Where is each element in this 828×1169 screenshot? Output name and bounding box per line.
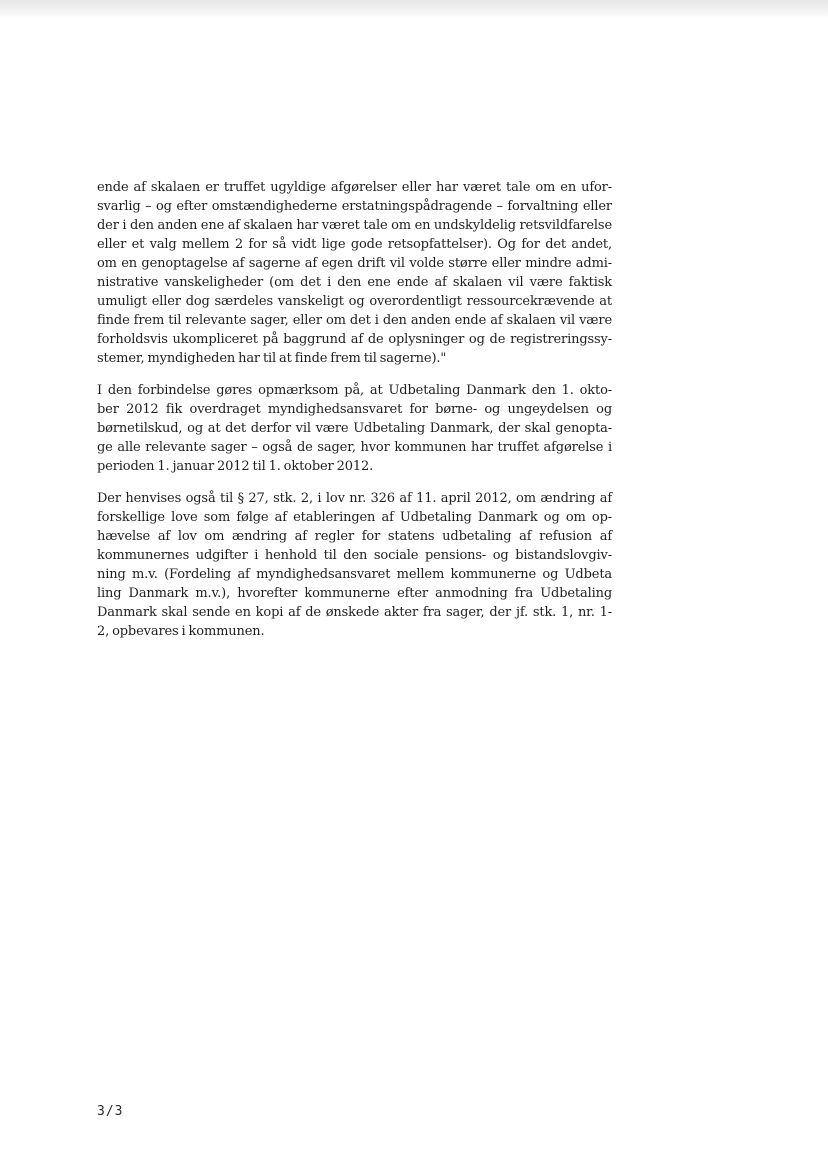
text-line: ling Danmark m.v.), hvorefter kommunerne efter anmodning fra Udbetaling <box>97 586 612 601</box>
paragraph-2 <box>97 381 612 476</box>
page-number: 3/3 <box>97 1104 124 1119</box>
text-line: umuligt eller dog særdeles vanskeligt og overordentligt ressourcekrævende at <box>97 294 612 309</box>
text-line: finde frem til relevante sager, eller om det i den anden ende af skalaen vil være <box>97 313 612 328</box>
text-line: forskellige love som følge af etableringen af Udbetaling Danmark og om op- <box>97 510 612 525</box>
text-line: nistrative vanskeligheder (om det i den ene ende af skalaen vil være faktisk <box>97 275 612 290</box>
paragraph-3 <box>97 489 612 641</box>
text-line: eller et valg mellem 2 for så vidt lige gode retsopfattelser). Og for det andet, <box>97 237 612 252</box>
text-line: Danmark skal sende en kopi af de ønskede akter fra sager, der jf. stk. 1, nr. 1- <box>97 605 612 620</box>
text-line: 2, opbevares i kommunen. <box>97 624 265 639</box>
text-line: stemer, myndigheden har til at finde frem til sagerne)." <box>97 351 447 366</box>
text-line: kommunernes udgifter i henhold til den sociale pensions- og bistandslovgiv- <box>97 548 612 563</box>
text-line: om en genoptagelse af sagerne af egen drift vil volde større eller mindre admi- <box>97 256 612 271</box>
text-line: Der henvises også til § 27, stk. 2, i lov nr. 326 af 11. april 2012, om ændring af <box>97 491 612 506</box>
text-line: I den forbindelse gøres opmærksom på, at Udbetaling Danmark den 1. okto- <box>97 383 612 398</box>
text-line: perioden 1. januar 2012 til 1. oktober 2012. <box>97 459 374 474</box>
text-line: børnetilskud, og at det derfor vil være Udbetaling Danmark, der skal genopta- <box>97 421 612 436</box>
text-line: forholdsvis ukompliceret på baggrund af de oplysninger og de registreringssy- <box>97 332 612 347</box>
scan-top-edge <box>0 0 828 18</box>
text-line: ber 2012 fik overdraget myndighedsansvaret for børne- og ungeydelsen og <box>97 402 612 417</box>
paragraph-1 <box>97 178 612 368</box>
text-line: ende af skalaen er truffet ugyldige afgørelser eller har været tale om en ufor- <box>97 180 612 195</box>
text-line: hævelse af lov om ændring af regler for statens udbetaling af refusion af <box>97 529 612 544</box>
text-line: svarlig – og efter omstændighederne erstatningspådragende – forvaltning eller <box>97 199 612 214</box>
text-line: ning m.v. (Fordeling af myndighedsansvaret mellem kommunerne og Udbeta <box>97 567 612 582</box>
text-line: ge alle relevante sager – også de sager, hvor kommunen har truffet afgørelse i <box>97 440 612 455</box>
text-line: der i den anden ene af skalaen har været tale om en undskyldelig retsvildfarelse <box>97 218 612 233</box>
